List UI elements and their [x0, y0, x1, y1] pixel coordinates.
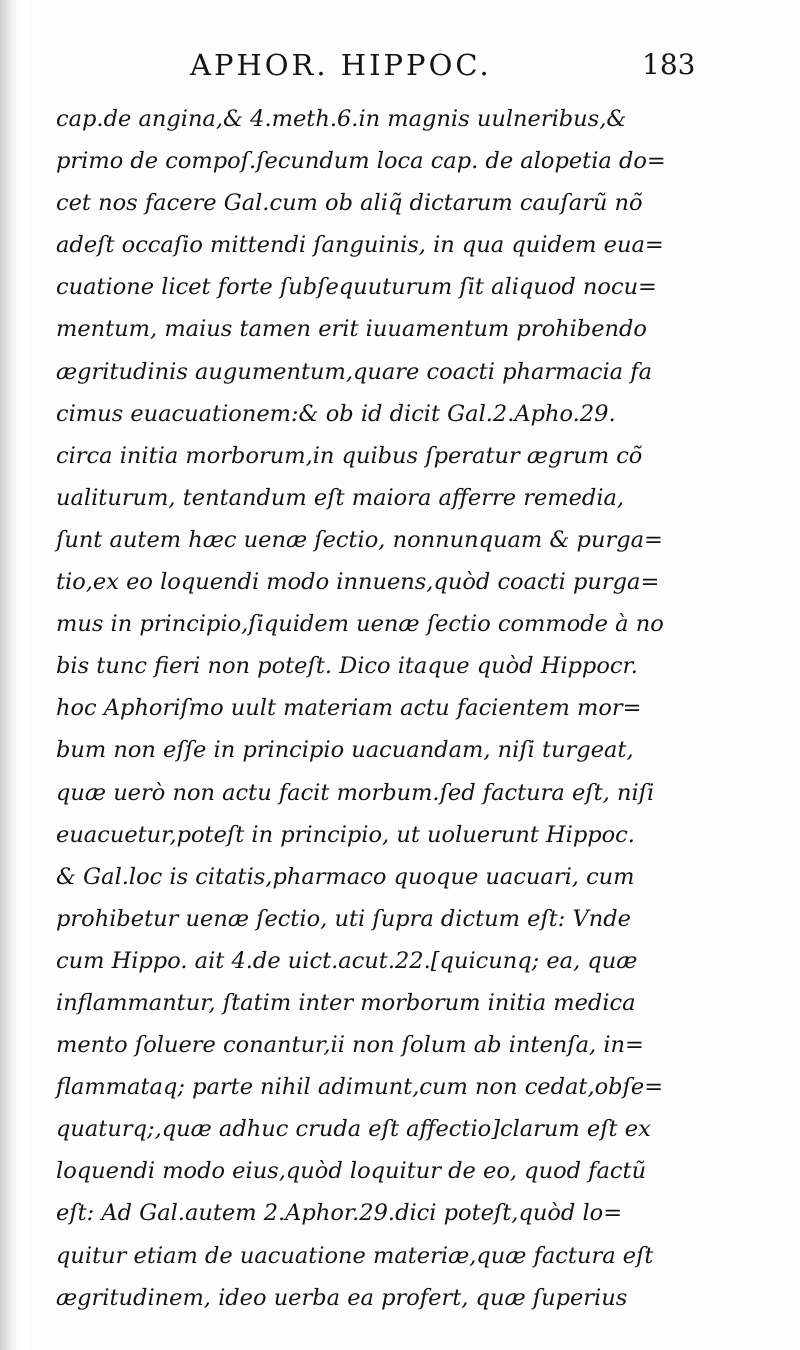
text-line: bis tunc fieri non poteſt. Dico itaque quòd Hippocr.: [56, 653, 638, 680]
text-line: ualiturum, tentandum eſt maiora afferre remedia,: [56, 484, 625, 511]
text-line: adeſt occaſio mittendi ſanguinis, in qua quidem eua=: [56, 232, 664, 259]
text-line: mento ſoluere conantur,ii non ſolum ab intenſa, in=: [56, 1032, 644, 1059]
text-line: flammataq; parte nihil adimunt,cum non cedat,obſe=: [56, 1074, 664, 1101]
text-line: hoc Aphoriſmo uult materiam actu facientem mor=: [56, 695, 642, 722]
text-line: quitur etiam de uacuatione materiæ,quæ factura eſt: [56, 1242, 654, 1269]
text-line: ſunt autem hæc uenæ ſectio, nonnunquam & purga=: [56, 526, 663, 553]
text-line: primo de compoſ.ſecundum loca cap. de alopetia do=: [56, 148, 666, 175]
text-line: inflammantur, ſtatim inter morborum initia medica: [56, 989, 636, 1016]
text-line: cuatione licet forte ſubſequuturum ſit aliquod nocu=: [56, 274, 657, 301]
page-number: 183: [642, 48, 696, 81]
text-line: mus in principio,ſiquidem uenæ ſectio commode à no: [56, 611, 664, 638]
text-line: eſt: Ad Gal.autem 2.Aphor.29.dici poteſt,quòd lo=: [56, 1200, 623, 1227]
text-line: mentum, maius tamen erit iuuamentum prohibendo: [56, 316, 647, 343]
text-line: quæ uerò non actu facit morbum.ſed factura eſt, niſi: [56, 779, 655, 806]
book-page: [30, 0, 800, 1350]
text-line: & Gal.loc is citatis,pharmaco quoque uacuari, cum: [56, 863, 635, 890]
text-line: cimus euacuationem:& ob id dicit Gal.2.Apho.29.: [56, 400, 616, 427]
text-line: circa initia morborum,in quibus ſperatur ægrum cõ: [56, 442, 643, 469]
text-line: tio,ex eo loquendi modo innuens,quòd coacti purga=: [56, 569, 660, 596]
text-line: ægritudinis augumentum,quare coacti pharmacia fa: [56, 358, 652, 385]
text-line: ægritudinem, ideo uerba ea profert, quæ ſuperius: [56, 1284, 628, 1311]
text-line: cum Hippo. ait 4.de uict.acut.22.[quicunq; ea, quæ: [56, 947, 638, 974]
text-line: quaturq;,quæ adhuc cruda eſt affectio]clarum eſt ex: [56, 1116, 651, 1143]
text-line: cap.de angina,& 4.meth.6.in magnis uulneribus,&: [56, 106, 627, 132]
text-line: bum non eſſe in principio uacuandam, niſi turgeat,: [56, 737, 634, 764]
running-head: APHOR. HIPPOC.: [190, 48, 492, 82]
body-text: [56, 98, 746, 1319]
text-line: prohibetur uenæ ſectio, uti ſupra dictum eſt: Vnde: [56, 905, 632, 932]
page-gutter-shadow: [0, 0, 22, 1350]
text-line: euacuetur,poteſt in principio, ut uoluerunt Hippoc.: [56, 821, 635, 848]
page-header: [30, 48, 800, 88]
text-line: cet nos facere Gal.cum ob aliq̃ dictarum cauſarũ nõ: [56, 190, 643, 217]
text-line: loquendi modo eius,quòd loquitur de eo, quod factũ: [56, 1158, 647, 1185]
